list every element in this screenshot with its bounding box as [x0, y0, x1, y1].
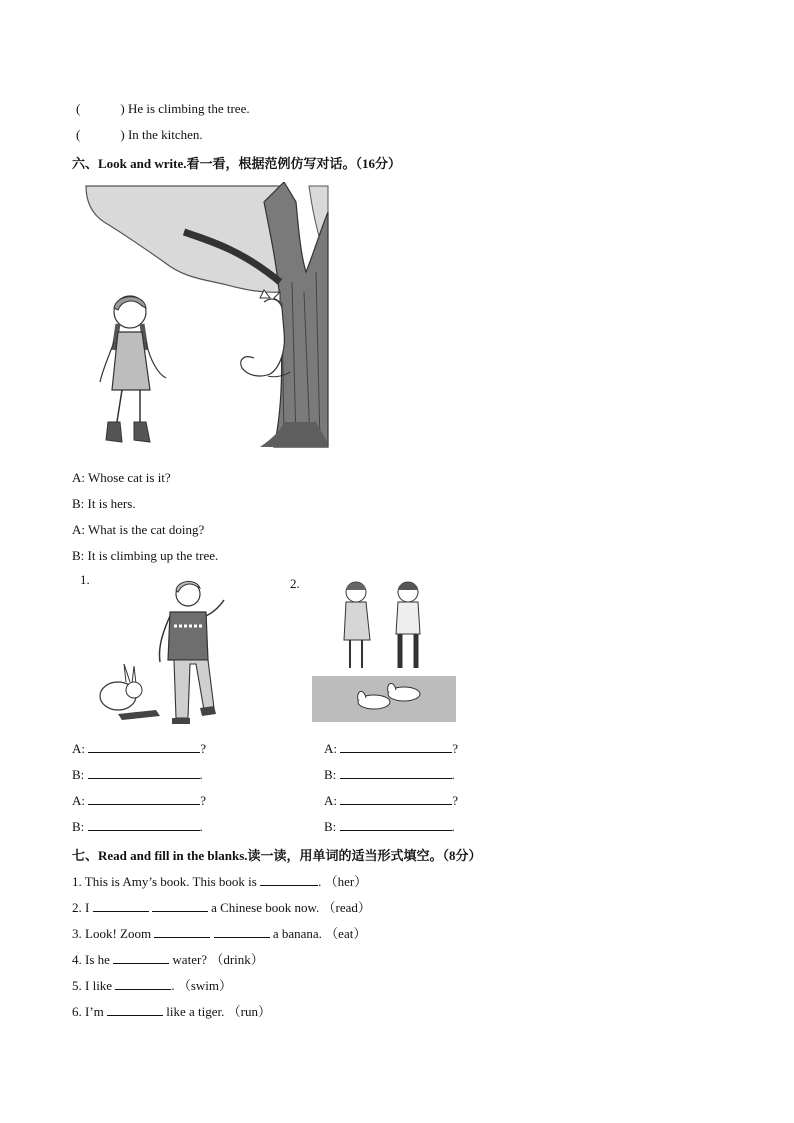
- answer-line-c2-4: [324, 819, 455, 835]
- fill-blank[interactable]: [113, 952, 169, 964]
- fill-item-6: [72, 1001, 271, 1020]
- fill-item-1: [72, 871, 367, 890]
- answer-blank[interactable]: [88, 741, 200, 753]
- fill-item-2: [72, 897, 371, 916]
- example-line-1: [72, 470, 171, 486]
- boy-rabbit-illustration: [96, 578, 230, 728]
- end-mark: ?: [452, 793, 459, 808]
- answer-blank[interactable]: [88, 767, 200, 779]
- answer-blank[interactable]: [340, 793, 452, 805]
- word-hint: （her）: [324, 874, 368, 889]
- paren-close: ): [120, 127, 125, 142]
- word-hint: （read）: [322, 900, 371, 915]
- item-text: 6. I’m: [72, 1004, 104, 1019]
- fill-blank[interactable]: [107, 1004, 163, 1016]
- end-mark: .: [199, 767, 203, 782]
- item-post: a banana.: [272, 926, 322, 941]
- item-post: like a tiger.: [166, 1004, 225, 1019]
- fill-item-4: [72, 949, 264, 968]
- speaker: B:: [72, 496, 85, 511]
- fill-blank[interactable]: [152, 900, 208, 912]
- answer-line-c2-2: [324, 767, 455, 783]
- fill-item-5: [72, 975, 232, 994]
- answer-blank[interactable]: [88, 793, 200, 805]
- example-line-2: [72, 496, 136, 512]
- answer-line-c1-3: [72, 793, 206, 809]
- answer-line-c1-2: [72, 767, 203, 783]
- dialogue-text: It is climbing up the tree.: [87, 548, 219, 563]
- answer-line-c2-1: [324, 741, 458, 757]
- word-hint: （swim）: [177, 978, 232, 993]
- answer-blank[interactable]: [340, 741, 452, 753]
- speaker: B:: [324, 819, 337, 834]
- item-post: a Chinese book now.: [211, 900, 320, 915]
- speaker: B:: [72, 548, 85, 563]
- section6-heading: 六、Look and write.看一看，根据范例仿写对话。（16分）: [72, 156, 401, 171]
- speaker: A:: [72, 522, 85, 537]
- dialogue-text: It is hers.: [87, 496, 136, 511]
- paren-close: ): [120, 101, 125, 116]
- word-hint: （run）: [227, 1004, 271, 1019]
- end-mark: ?: [452, 741, 459, 756]
- item-post: .: [171, 978, 175, 993]
- question-text: In the kitchen.: [127, 127, 203, 142]
- answer-blank[interactable]: [340, 767, 452, 779]
- item-number-2: 2.: [290, 576, 300, 591]
- speaker: A:: [324, 793, 337, 808]
- item-text: 1. This is Amy’s book. This book is: [72, 874, 257, 889]
- fill-item-3: [72, 923, 366, 942]
- question-line-1: [76, 101, 250, 117]
- question-line-2: [76, 127, 203, 143]
- speaker: B:: [72, 767, 85, 782]
- item-post: water?: [172, 952, 208, 967]
- speaker: A:: [72, 793, 85, 808]
- example-line-4: [72, 548, 218, 564]
- item-text: 3. Look! Zoom: [72, 926, 152, 941]
- section7-heading: 七、Read and fill in the blanks.读一读，用单词的适当形式填空。（8分）: [72, 848, 482, 863]
- item-number-1: 1.: [80, 572, 90, 587]
- end-mark: ?: [200, 793, 207, 808]
- fill-blank[interactable]: [154, 926, 210, 938]
- end-mark: ?: [200, 741, 207, 756]
- fill-blank[interactable]: [260, 874, 318, 886]
- tree-girl-cat-illustration: [84, 182, 330, 450]
- word-hint: （drink）: [210, 952, 264, 967]
- item-text: 5. I like: [72, 978, 113, 993]
- answer-line-c1-1: [72, 741, 206, 757]
- paren-open: (: [76, 127, 81, 142]
- speaker: B:: [324, 767, 337, 782]
- word-hint: （eat）: [325, 926, 367, 941]
- fill-blank[interactable]: [115, 978, 171, 990]
- question-text: He is climbing the tree.: [127, 101, 250, 116]
- fill-blank[interactable]: [214, 926, 270, 938]
- answer-blank[interactable]: [88, 819, 200, 831]
- end-mark: .: [451, 767, 455, 782]
- answer-line-c1-4: [72, 819, 203, 835]
- answer-blank[interactable]: [340, 819, 452, 831]
- example-line-3: [72, 522, 204, 538]
- fill-blank[interactable]: [93, 900, 149, 912]
- speaker: A:: [324, 741, 337, 756]
- kids-ducks-illustration: [312, 578, 458, 726]
- item-post: .: [318, 874, 322, 889]
- speaker: A:: [72, 741, 85, 756]
- speaker: A:: [72, 470, 85, 485]
- item-text: 2. I: [72, 900, 90, 915]
- dialogue-text: What is the cat doing?: [88, 522, 205, 537]
- item-text: 4. Is he: [72, 952, 110, 967]
- dialogue-text: Whose cat is it?: [88, 470, 171, 485]
- answer-line-c2-3: [324, 793, 458, 809]
- speaker: B:: [72, 819, 85, 834]
- end-mark: .: [451, 819, 455, 834]
- end-mark: .: [199, 819, 203, 834]
- paren-open: (: [76, 101, 81, 116]
